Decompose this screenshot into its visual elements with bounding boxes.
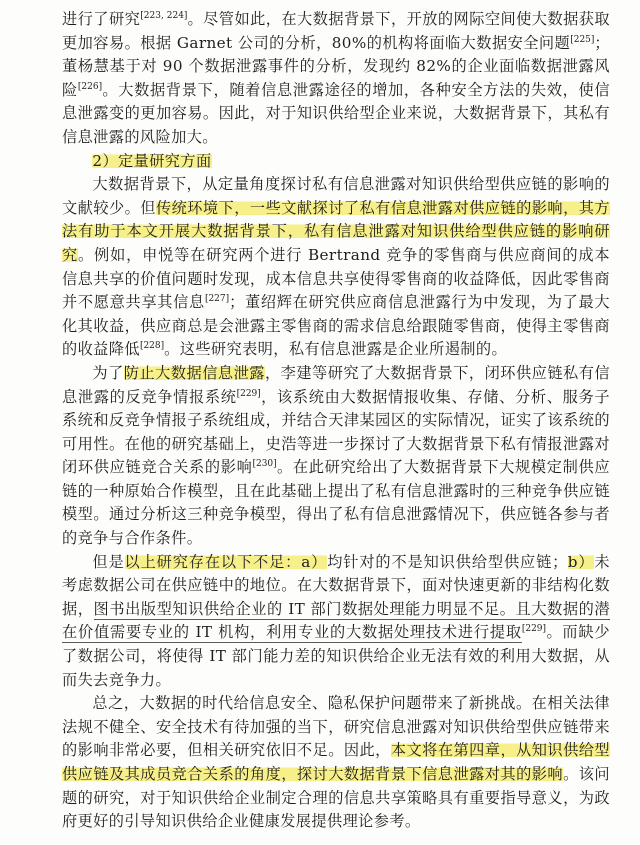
paragraph-text: ；董绍辉在研究供应商信息泄露行为中发现，为了最大化其收益，供应商总是会泄露主零售商的需求信息给跟随零售商，使得主零售商的收益降低: [62, 293, 610, 359]
paragraph-text: 。例如，申悦等在研究两个进行 Bertrand 竞争的零售商与供应商间的成本信息共享的价值问题时发现，成本信息共享使得零售商的收益降低，因此零售商并不愿意共享其信息: [62, 245, 611, 312]
citation: [230]: [252, 459, 277, 470]
highlighted-text: 防止大数据信息泄露: [123, 363, 265, 382]
highlighted-text: 本文将在第四章，从知识供给型供应链及其成员竞合关系的角度，探讨大数据背景下信息泄露对其的影响: [62, 741, 610, 783]
citation: [225]: [570, 34, 595, 45]
highlighted-text: 以上研究存在以下不足：a）: [124, 552, 328, 571]
citation: [229]: [236, 388, 261, 399]
paragraph-text: 未考虑数据公司在供应链中的地位。在大数据背景下，面对快速更新的非结构化数据，: [62, 552, 610, 618]
highlighted-heading: 2）定量研究方面: [92, 151, 212, 170]
paragraph-text: ，该系统由大数据情报收集、存储、分析、服务子系统和反竞争情报子系统组成，并结合天津某园区的实际情况，证实了该系统的可用性。在他的研究基础上，史浩等进一步探讨了大数据背景下私有情报泄露对闭环供应链竞合关系的影响: [62, 387, 610, 477]
paragraph-text: 。这些研究表明，私有信息泄露是企业所遏制的。: [164, 340, 508, 359]
paragraph-text: 。大数据背景下，随着信息泄露途径的增加，各种安全方法的失效，使信息泄露变的更加容易。因此，对于知识供给型企业来说，大数据背景下，其私有信息泄露的风险加大。: [62, 80, 610, 146]
paragraph-text: 进行了研究: [62, 10, 141, 28]
paragraph-text: 。在此研究给出了大数据背景下大规模定制供应链的一种原始合作模型，且在此基础上提出了私有信息泄露时的三种竞争供应链模型。通过分析这三种竞争模型，得出了私有信息泄露情况下，供应链各参与者的竞争与合作条件。: [62, 458, 610, 548]
paragraph-text: 为了: [92, 363, 124, 382]
paragraph-text: 。尽管如此，在大数据背景下，开放的网际空间使大数据获取更加容易。根据 Garnet 公司的分析，80%的机构将面临大数据安全问题: [62, 10, 611, 52]
paragraph-5: [62, 692, 610, 834]
paragraph-2: [62, 173, 610, 362]
highlighted-text: b）: [567, 552, 595, 571]
document-body: [62, 8, 610, 834]
paragraph-4: [62, 551, 610, 693]
paragraph-text: 但是: [92, 552, 125, 571]
citation: [229]: [521, 624, 547, 635]
paragraph-1: [62, 8, 610, 150]
paragraph-text: 大数据背景下，从定量角度探讨私有信息泄露对知识供给型供应链的影响的文献较少。但: [62, 175, 610, 217]
section-heading: [62, 150, 610, 174]
paragraph-text: 。该问题的研究，对于知识供给企业制定合理的信息共享策略具有重要指导意义，为政府更好的引导知识供给企业健康发展提供理论参考。: [62, 765, 610, 831]
citation: [228]: [139, 341, 165, 352]
citation: [223, 224]: [140, 10, 188, 21]
paragraph-text: 总之，大数据的时代给信息安全、隐私保护问题带来了新挑战。在相关法律法规不健全、安全技术有待加强的当下，研究信息泄露对知识供给型供应链带来的影响非常必要，但相关研究依旧不足。因此，: [62, 694, 610, 760]
highlighted-text: 传统环境下，一些文献探讨了私有信息泄露对供应链的影响，其方法有助于本文开展大数据背景下，私有信息泄露对知识供给型供应链的影响研究: [62, 198, 610, 264]
paragraph-text: ；董杨慧基于对 90 个数据泄露事件的分析，发现约 82%的企业面临数据泄露风险: [62, 33, 610, 99]
paragraph-text: 均针对的不是知识供给型供应链；: [327, 552, 568, 571]
paragraph-text: ，李建等研究了大数据背景下，闭环供应链私有信息泄露的反竞争情报系统: [62, 363, 610, 406]
underlined-text: 图书出版型知识供给企业的 IT 部门数据处理能力明显不足。且大数据的潜在价值需要专业的 IT 机构，利用专业的大数据处理技术进行提取: [62, 599, 610, 642]
citation: [226]: [77, 81, 103, 92]
citation: [227]: [204, 294, 230, 305]
paragraph-text: 。而缺少了数据公司，将使得 IT 部门能力差的知识供给企业无法有效的利用大数据，从而失去竞争力。: [62, 623, 610, 689]
paragraph-3: [62, 362, 610, 551]
